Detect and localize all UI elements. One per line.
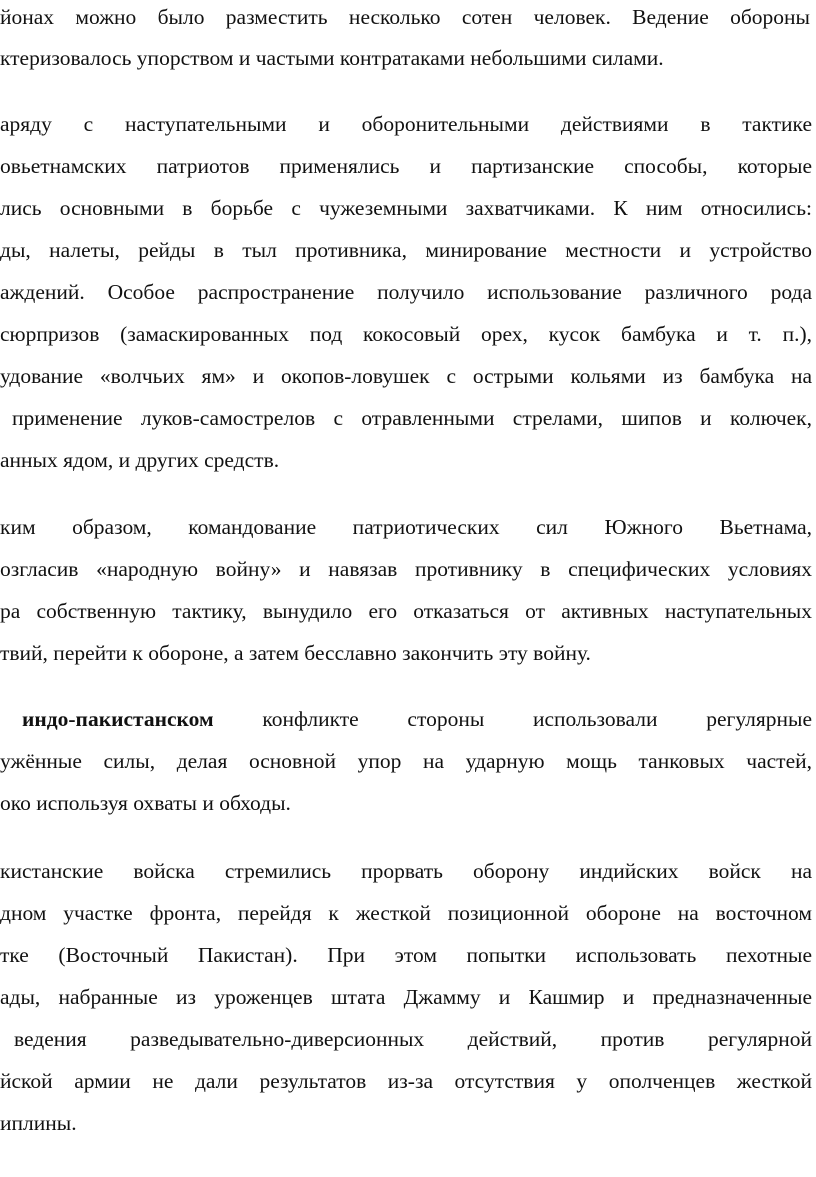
text-line: ужённые силы, делая основной упор на ударную мощь танковых частей, <box>0 749 812 773</box>
text-line: тке (Восточный Пакистан). При этом попытки использовать пехотные <box>0 943 812 967</box>
text-line: озгласив «народную войну» и навязав противнику в специфических условиях <box>0 557 812 581</box>
bold-term: индо-пакистанском <box>22 707 214 731</box>
text-line: ды, налеты, рейды в тыл противника, минирование местности и устройство <box>0 238 812 262</box>
text-line <box>22 699 812 739</box>
text-line: дном участке фронта, перейдя к жесткой позиционной обороне на восточном <box>0 901 812 925</box>
text-line: кистанские войска стремились прорвать оборону индийских войск на <box>0 859 812 883</box>
text-line: сюрпризов (замаскированных под кокосовый орех, кусок бамбука и т. п.), <box>0 322 812 346</box>
text-fragment: конфликте стороны использовали регулярные <box>262 707 813 731</box>
text-line: ады, набранные из уроженцев штата Джамму и Кашмир и предназначенные <box>0 985 812 1009</box>
text-line: ра собственную тактику, вынудило его отказаться от активных наступательных <box>0 599 812 623</box>
text-line: овьетнамских патриотов применялись и партизанские способы, которые <box>0 154 812 178</box>
text-line: лись основными в борьбе с чужеземными захватчиками. К ним относились: <box>0 196 812 220</box>
text-line: ким образом, командование патриотических сил Южного Вьетнама, <box>0 515 812 539</box>
text-line: ктеризовалось упорством и частыми контратаками небольшими силами. <box>0 46 664 70</box>
text-line: анных ядом, и других средств. <box>0 448 280 472</box>
text-line: иплины. <box>0 1111 77 1135</box>
text-line: применение луков-самострелов с отравленными стрелами, шипов и колючек, <box>12 406 812 430</box>
text-line: аждений. Особое распространение получило использование различного рода <box>0 280 812 304</box>
text-line: твий, перейти к обороне, а затем бесславно закончить эту войну. <box>0 641 591 665</box>
text-line: око используя охваты и обходы. <box>0 791 291 815</box>
text-line: йской армии не дали результатов из-за отсутствия у ополченцев жесткой <box>0 1069 812 1093</box>
text-line: аряду с наступательными и оборонительными действиями в тактике <box>0 112 812 136</box>
text-line: удование «волчьих ям» и окопов-ловушек с острыми кольями из бамбука на <box>0 364 812 388</box>
text-line: ведения разведывательно-диверсионных действий, против регулярной <box>14 1027 812 1051</box>
text-line: йонах можно было разместить несколько сотен человек. Ведение обороны <box>0 5 810 29</box>
